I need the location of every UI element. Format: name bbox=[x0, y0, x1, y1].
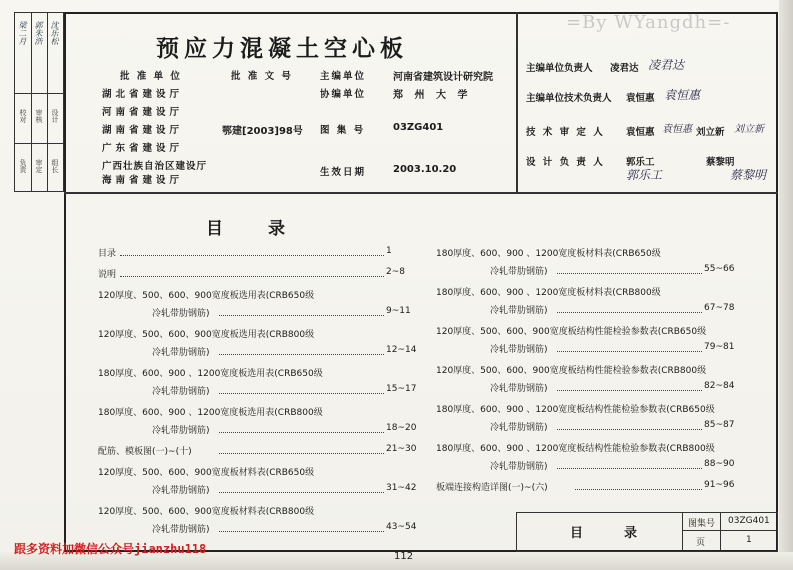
toc-entry-title: 180厚度、600、900 、1200宽度板结构性能检验参数表(CRB800级 bbox=[436, 444, 715, 454]
toc-leader-dots bbox=[557, 273, 702, 274]
resp-signature-4b: 蔡黎明 bbox=[730, 168, 767, 182]
resp-name-2: 袁恒惠 bbox=[626, 93, 655, 104]
resp-name-4: 郭乐工 bbox=[626, 157, 655, 168]
toc-entry-subtitle: 冷轧带肋钢筋) bbox=[152, 426, 210, 436]
toc-entry-title: 180厚度、600、900 、1200宽度板材料表(CRB800级 bbox=[436, 288, 661, 298]
header-divider bbox=[64, 192, 778, 194]
strip-label-5: 审定 bbox=[35, 159, 43, 173]
resp-role-4: 设 计 负 责 人 bbox=[526, 157, 605, 168]
resp-signature-4: 郭乐工 bbox=[626, 168, 663, 182]
toc-leader-dots bbox=[219, 315, 384, 316]
document-title: 预应力混凝土空心板 bbox=[156, 35, 408, 62]
toc-entry-title: 120厚度、500、600、900宽度板选用表(CRB800级 bbox=[98, 330, 315, 340]
toc-leader-dots bbox=[557, 312, 702, 313]
atlas-label: 图 集 号 bbox=[320, 125, 366, 136]
page-number: 112 bbox=[394, 551, 414, 562]
strip-label-2: 审核 bbox=[35, 109, 43, 123]
atlas-number: 03ZG401 bbox=[393, 122, 444, 133]
toc-entry-page: 91~96 bbox=[704, 480, 735, 490]
resp-signature-2: 袁恒惠 bbox=[664, 88, 701, 102]
chief-unit-label: 主编单位 bbox=[320, 71, 367, 82]
title-block-name-right: 录 bbox=[624, 526, 656, 541]
toc-entry-page: 79~81 bbox=[704, 342, 735, 352]
toc-leader-dots bbox=[219, 492, 384, 493]
effective-date: 2003.10.20 bbox=[393, 164, 457, 175]
toc-entry-subtitle: 冷轧带肋钢筋) bbox=[152, 387, 210, 397]
toc-entry-page: 12~14 bbox=[386, 345, 417, 355]
title-block-divider-2 bbox=[720, 512, 721, 552]
toc-entry-subtitle: 冷轧带肋钢筋) bbox=[490, 384, 548, 394]
unit-5: 广西壮族自治区建设厅 bbox=[102, 161, 208, 172]
strip-signature-2: 郭朱浩 bbox=[34, 21, 43, 45]
chief-unit: 河南省建筑设计研究院 bbox=[393, 72, 493, 83]
title-block-row-divider bbox=[682, 530, 778, 531]
co-unit: 郑 州 大 学 bbox=[393, 90, 472, 101]
strip-signature-3: 沈乐松 bbox=[50, 21, 59, 45]
unit-2: 河南省建设厅 bbox=[102, 107, 184, 118]
toc-leader-dots bbox=[219, 354, 384, 355]
toc-entry-subtitle: 冷轧带肋钢筋) bbox=[152, 309, 210, 319]
unit-3: 湖南省建设厅 bbox=[102, 125, 184, 136]
unit-1: 湖北省建设厅 bbox=[102, 89, 184, 100]
toc-entry-page: 15~17 bbox=[386, 384, 417, 394]
resp-name-1: 凌君达 bbox=[610, 63, 639, 74]
toc-entry-subtitle: 冷轧带肋钢筋) bbox=[152, 525, 210, 535]
toc-entry-page: 88~90 bbox=[704, 459, 735, 469]
toc-entry-title: 配筋、模板图(一)~(十) bbox=[98, 447, 192, 457]
toc-leader-dots bbox=[219, 432, 384, 433]
toc-heading-left: 目 bbox=[206, 219, 225, 239]
title-block-divider bbox=[682, 512, 683, 552]
toc-entry-title: 180厚度、600、900 、1200宽度板材料表(CRB650级 bbox=[436, 249, 661, 259]
toc-entry-page: 9~11 bbox=[386, 306, 411, 316]
toc-entry-page: 82~84 bbox=[704, 381, 735, 391]
toc-entry-page: 85~87 bbox=[704, 420, 735, 430]
toc-entry-title: 120厚度、500、600、900宽度板结构性能检验参数表(CRB650级 bbox=[436, 327, 707, 337]
toc-entry-page: 31~42 bbox=[386, 483, 417, 493]
strip-label-1: 校对 bbox=[19, 109, 27, 123]
strip-label-6: 组长 bbox=[51, 159, 59, 173]
toc-entry-title: 180厚度、600、900 、1200宽度板结构性能检验参数表(CRB650级 bbox=[436, 405, 715, 415]
toc-leader-dots bbox=[219, 393, 384, 394]
toc-entry-subtitle: 冷轧带肋钢筋) bbox=[490, 345, 548, 355]
resp-name-3b: 刘立新 bbox=[696, 127, 725, 138]
resp-name-3: 袁恒惠 bbox=[626, 127, 655, 138]
toc-leader-dots bbox=[219, 531, 384, 532]
title-block-page-label: 页 bbox=[696, 538, 706, 548]
toc-entry-title: 板端连接构造详图(一)~(六) bbox=[436, 483, 548, 493]
toc-entry-title: 120厚度、500、600、900宽度板结构性能检验参数表(CRB800级 bbox=[436, 366, 707, 376]
approve-doc-label: 批 准 文 号 bbox=[231, 71, 293, 82]
resp-name-4b: 蔡黎明 bbox=[706, 157, 735, 168]
title-block-atlas-value: 03ZG401 bbox=[728, 516, 770, 526]
toc-leader-dots bbox=[120, 255, 384, 256]
toc-leader-dots bbox=[219, 453, 384, 454]
unit-4: 广东省建设厅 bbox=[102, 143, 184, 154]
approve-unit-label: 批 准 单 位 bbox=[120, 71, 182, 82]
resp-signature-3: 袁恒惠 bbox=[662, 124, 692, 135]
toc-entry-title: 120厚度、500、600、900宽度板材料表(CRB650级 bbox=[98, 468, 315, 478]
toc-entry-subtitle: 冷轧带肋钢筋) bbox=[490, 306, 548, 316]
toc-entry-page: 21~30 bbox=[386, 444, 417, 454]
toc-entry-page: 67~78 bbox=[704, 303, 735, 313]
strip-label-3: 设计 bbox=[51, 109, 59, 123]
toc-leader-dots bbox=[557, 390, 702, 391]
unit-6: 海南省建设厅 bbox=[102, 175, 184, 186]
toc-entry-subtitle: 冷轧带肋钢筋) bbox=[490, 423, 548, 433]
toc-entry-subtitle: 冷轧带肋钢筋) bbox=[152, 348, 210, 358]
toc-entry-subtitle: 冷轧带肋钢筋) bbox=[490, 267, 548, 277]
binding-shadow bbox=[779, 0, 793, 570]
toc-entry-page: 43~54 bbox=[386, 522, 417, 532]
footer-note: 跟多资料加微信公众号jianzhu118 bbox=[14, 542, 207, 556]
toc-entry-page: 18~20 bbox=[386, 423, 417, 433]
left-sign-strip bbox=[14, 12, 64, 192]
title-block-name-left: 目 bbox=[570, 526, 602, 541]
resp-role-3: 技 术 审 定 人 bbox=[526, 127, 605, 138]
resp-role-1: 主编单位负责人 bbox=[526, 63, 593, 74]
resp-signature-3b: 刘立新 bbox=[734, 124, 764, 135]
resp-role-2: 主编单位技术负责人 bbox=[526, 93, 612, 104]
toc-entry-page: 55~66 bbox=[704, 264, 735, 274]
toc-entry-subtitle: 冷轧带肋钢筋) bbox=[152, 486, 210, 496]
co-unit-label: 协编单位 bbox=[320, 89, 367, 100]
strip-label-4: 负责 bbox=[19, 159, 27, 173]
toc-heading-right: 录 bbox=[268, 219, 287, 239]
toc-entry-title: 120厚度、500、600、900宽度板材料表(CRB800级 bbox=[98, 507, 315, 517]
toc-entry-page: 1 bbox=[386, 246, 392, 256]
toc-leader-dots bbox=[575, 489, 702, 490]
toc-leader-dots bbox=[557, 429, 702, 430]
effective-label: 生效日期 bbox=[320, 167, 367, 178]
toc-entry-title: 180厚度、600、900 、1200宽度板选用表(CRB800级 bbox=[98, 408, 323, 418]
watermark: =By WYangdh=- bbox=[566, 12, 731, 33]
strip-signature-1: 梁二月 bbox=[18, 21, 27, 45]
resp-signature-1: 凌君达 bbox=[648, 58, 685, 72]
header-vertical-divider bbox=[516, 12, 518, 193]
toc-leader-dots bbox=[557, 468, 702, 469]
toc-entry-title: 说明 bbox=[98, 270, 117, 280]
toc-leader-dots bbox=[120, 276, 384, 277]
toc-entry-title: 120厚度、500、600、900宽度板选用表(CRB650级 bbox=[98, 291, 315, 301]
toc-entry-title: 目录 bbox=[98, 249, 117, 259]
toc-entry-page: 2~8 bbox=[386, 267, 405, 277]
toc-leader-dots bbox=[557, 351, 702, 352]
title-block-page-value: 1 bbox=[746, 535, 752, 545]
toc-entry-title: 180厚度、600、900 、1200宽度板选用表(CRB650级 bbox=[98, 369, 323, 379]
approval-doc-number: 鄂建[2003]98号 bbox=[222, 126, 303, 137]
toc-entry-subtitle: 冷轧带肋钢筋) bbox=[490, 462, 548, 472]
title-block-atlas-label: 图集号 bbox=[688, 519, 716, 529]
